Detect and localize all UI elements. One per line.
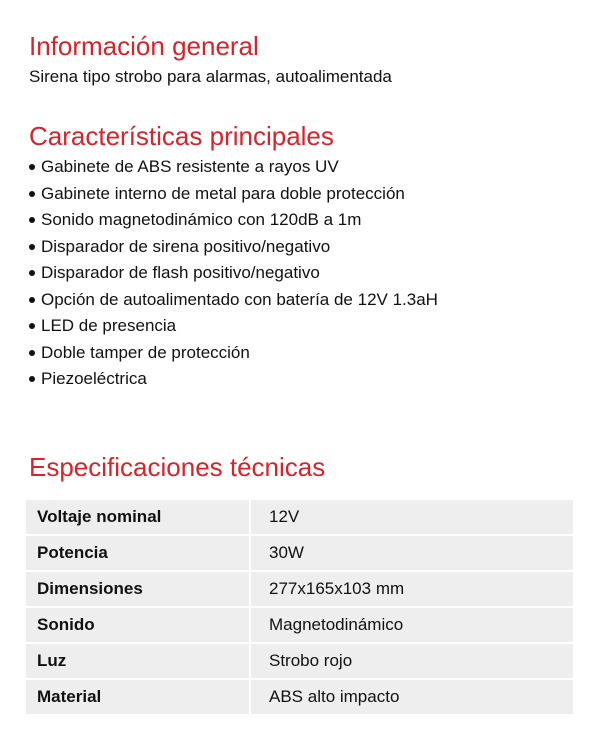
spec-label: Voltaje nominal — [26, 500, 250, 535]
bullet-icon — [29, 191, 35, 197]
feature-text: Disparador de flash positivo/negativo — [41, 263, 320, 283]
feature-text: Piezoeléctrica — [41, 369, 147, 389]
spec-value: 277x165x103 mm — [250, 571, 573, 607]
table-row — [26, 679, 573, 714]
bullet-icon — [29, 323, 35, 329]
general-info-description: Sirena tipo strobo para alarmas, autoalimentada — [29, 67, 392, 86]
table-row — [26, 535, 573, 571]
spec-label: Luz — [26, 643, 250, 679]
feature-item — [29, 340, 438, 367]
bullet-icon — [29, 164, 35, 170]
spec-value: 30W — [250, 535, 573, 571]
specs-heading: Especificaciones técnicas — [29, 452, 326, 482]
feature-text: Opción de autoalimentado con batería de 12V 1.3aH — [41, 289, 438, 309]
bullet-icon — [29, 376, 35, 382]
table-row — [26, 643, 573, 679]
spec-label: Sonido — [26, 607, 250, 643]
feature-item — [29, 207, 438, 234]
bullet-icon — [29, 297, 35, 303]
feature-text: Doble tamper de protección — [41, 342, 250, 362]
spec-value: ABS alto impacto — [269, 687, 400, 706]
features-heading: Características principales — [29, 121, 334, 151]
feature-text: LED de presencia — [41, 316, 177, 336]
feature-item — [29, 260, 438, 287]
spec-label: Potencia — [26, 535, 250, 571]
general-info-heading: Información general — [29, 31, 259, 61]
table-row — [26, 607, 573, 643]
feature-text: Gabinete de ABS resistente a rayos UV — [41, 157, 339, 177]
specs-table — [26, 500, 573, 714]
spec-label: Dimensiones — [26, 571, 250, 607]
bullet-icon — [29, 350, 35, 356]
table-row — [26, 500, 573, 535]
bullet-icon — [29, 270, 35, 276]
feature-text: Disparador de sirena positivo/negativo — [41, 236, 331, 256]
table-row — [26, 571, 573, 607]
feature-text: Sonido magnetodinámico con 120dB a 1m — [41, 210, 362, 230]
feature-item — [29, 313, 438, 340]
spec-value: Strobo rojo — [250, 643, 573, 679]
spec-value: 12V — [250, 500, 573, 535]
spec-value: Magnetodinámico — [250, 607, 573, 643]
feature-item — [29, 234, 438, 261]
feature-item — [29, 154, 438, 181]
bullet-icon — [29, 244, 35, 250]
features-list — [29, 154, 438, 393]
feature-item — [29, 366, 438, 393]
spec-label: Material — [26, 679, 250, 714]
bullet-icon — [29, 217, 35, 223]
feature-text: Gabinete interno de metal para doble protección — [41, 183, 405, 203]
feature-item — [29, 181, 438, 208]
feature-item — [29, 287, 438, 314]
